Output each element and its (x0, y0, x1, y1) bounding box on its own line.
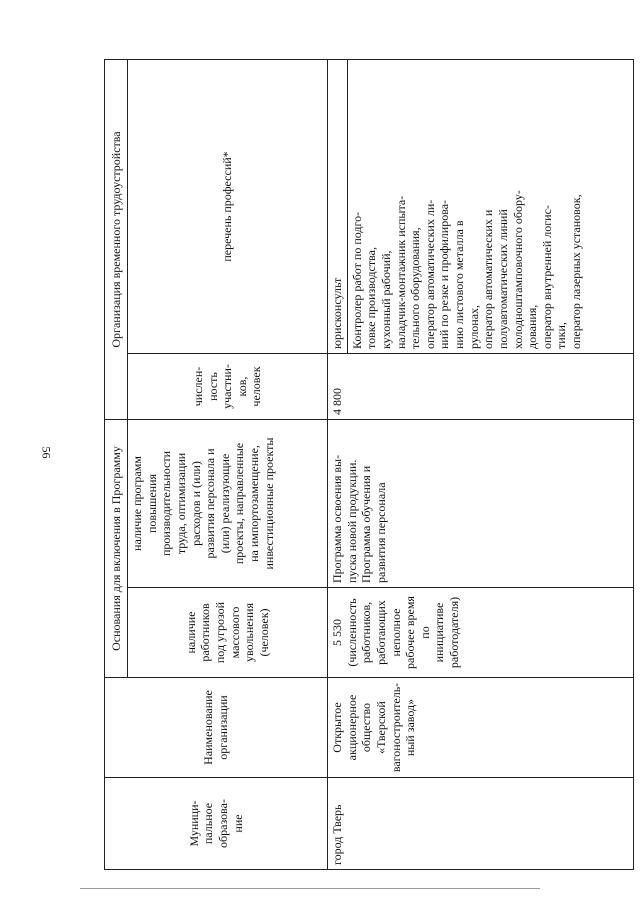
header-organization: Наименование организации (105, 678, 328, 778)
header-basis-group: Основания для включения в Программу (105, 420, 128, 678)
rotated-table-wrapper (104, 60, 634, 870)
cell-professions-head: юрисконсульт (328, 59, 348, 353)
profession-line: тельного оборудования, (408, 227, 423, 349)
profession-line: товке производства, (364, 247, 379, 349)
profession-line: кухонный рабочий, (378, 250, 393, 349)
profession-line: оператор автоматических ли- (422, 199, 437, 349)
cell-municipality: город Тверь (328, 778, 634, 870)
profession-line: оператор внутренней логис- (539, 205, 554, 349)
page-number: 56 (39, 446, 54, 459)
table-row-head (328, 59, 348, 869)
header-professions: перечень профессий* (128, 59, 328, 353)
profession-line: оператор лазерных установок, (569, 194, 583, 349)
profession-line: нию листового металла в (452, 220, 466, 349)
cell-programs: Программа освоения вы- пуска новой продукции. Программа обучения и развития персонала (328, 420, 634, 588)
cell-participants: 4 800 (328, 354, 634, 420)
header-participants: числен- ность участни- ков, человек (128, 354, 328, 420)
programs-table (104, 59, 634, 870)
page-bottom-rule (80, 888, 540, 889)
cell-workers: 5 530 (численность работников, работающих неполное рабочее время по инициативе работодателя) (328, 588, 634, 678)
header-municipality: Муници- пальное образова- ние (105, 778, 328, 870)
profession-line: ний по резке и профилирова- (437, 199, 452, 349)
header-basis-workers: наличие работников под угрозой массового увольнения (человек) (128, 588, 328, 678)
header-employment-group: Организация временного трудоустройства (105, 59, 128, 419)
profession-line: оператор автоматических и (481, 209, 496, 349)
profession-line: холодноштамповочного обору- (510, 190, 525, 349)
profession-line: дования, (525, 304, 540, 349)
header-row-top (105, 59, 128, 869)
profession-line: Контролер работ по подго- (349, 211, 364, 349)
profession-line: полуавтоматических линий (495, 209, 510, 349)
cell-organization: Открытое акционерное общество «Тверской вагоностроитель- ный завод» (328, 678, 634, 778)
profession-line: тики, (554, 322, 569, 349)
profession-line: наладчик-монтажник испыта- (393, 195, 408, 349)
header-basis-programs: наличие программ повышения производительности труда, оптимизации расходов и (или) развития персонала и (или) реализующие проекты, направленные на импортозамещение, инвестиционные проекты (128, 420, 328, 588)
cell-professions (347, 59, 633, 353)
profession-line: рулонах, (466, 304, 481, 349)
